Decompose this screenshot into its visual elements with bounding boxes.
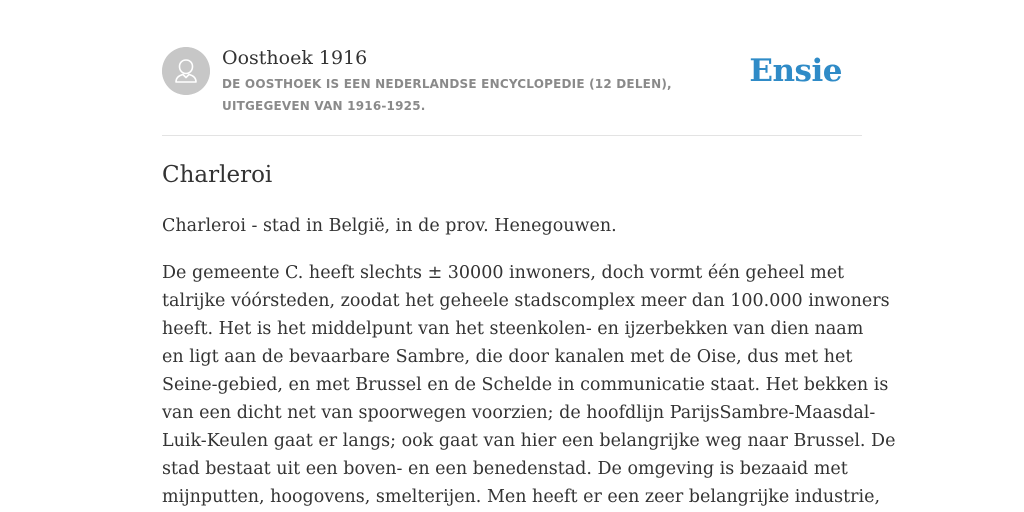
- ensie-logo[interactable]: Ensie: [749, 53, 842, 89]
- user-icon-graphic: [162, 47, 210, 95]
- article-body-line: stad bestaat uit een boven- en een benedenstad. De omgeving is bezaaid met: [162, 459, 848, 479]
- article-lead: Charleroi - stad in België, in de prov. Henegouwen.: [162, 216, 617, 236]
- header-divider: [162, 135, 862, 136]
- user-icon[interactable]: [162, 47, 210, 95]
- article-body-line: mijnputten, hoogovens, smelterijen. Men heeft er een zeer belangrijke industrie,: [162, 487, 881, 507]
- source-header: [162, 46, 862, 136]
- article-body-line: talrijke vóórsteden, zoodat het geheele stadscomplex meer dan 100.000 inwoners: [162, 291, 890, 311]
- source-title[interactable]: Oosthoek 1916: [222, 47, 368, 69]
- article-body-line: en ligt aan de bevaarbare Sambre, die door kanalen met de Oise, dus met het: [162, 347, 853, 367]
- article-body-line: Seine-gebied, en met Brussel en de Schelde in communicatie staat. Het bekken is: [162, 375, 889, 395]
- article-title: Charleroi: [162, 162, 273, 188]
- article-body: [162, 259, 896, 511]
- article-body-line: heeft. Het is het middelpunt van het steenkolen- en ijzerbekken van dien naam: [162, 319, 864, 339]
- article-body-line: van een dicht net van spoorwegen voorzien; de hoofdlijn ParijsSambre-Maasdal-: [162, 403, 876, 423]
- source-description: DE OOSTHOEK IS EEN NEDERLANDSE ENCYCLOPEDIE (12 DELEN), UITGEGEVEN VAN 1916-1925.: [222, 77, 672, 113]
- article-body-line: Luik-Keulen gaat er langs; ook gaat van hier een belangrijke weg naar Brussel. De: [162, 431, 896, 451]
- article-body-line: De gemeente C. heeft slechts ± 30000 inwoners, doch vormt één geheel met: [162, 263, 845, 283]
